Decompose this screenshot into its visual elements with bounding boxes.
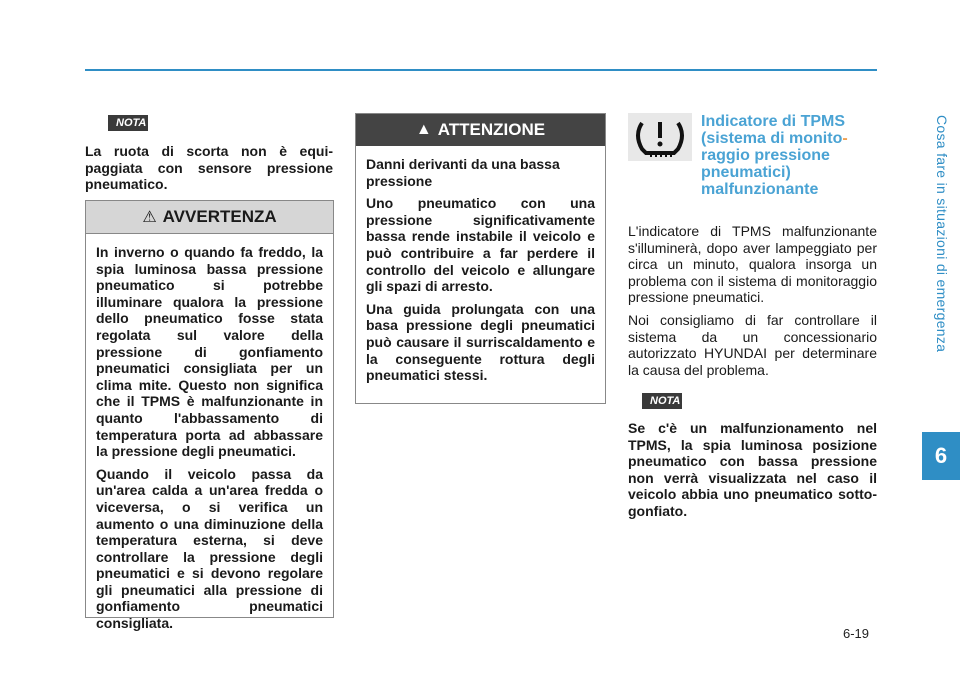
nota-badge: NOTA bbox=[108, 115, 148, 131]
caution-title: ATTENZIONE bbox=[437, 120, 546, 139]
note-text: Se c'è un malfunzionamento nel TPMS, la spia luminosa posizione pneumatico con bassa pressione non verrà visualizzata nel caso il veicolo abbia uno pneumatico sotto-gonfiato. bbox=[628, 420, 877, 519]
title-line: raggio pressione bbox=[701, 147, 830, 164]
caution-paragraph: Una guida prolungata con una basa pressione degli pneumatici può causare il surriscaldamento e la conseguente rottura degli pneumatici stessi. bbox=[366, 300, 595, 384]
warning-triangle-icon: ⚠ bbox=[142, 209, 157, 226]
header-rule bbox=[85, 69, 877, 71]
right-note bbox=[628, 420, 877, 526]
nota-badge: NOTA bbox=[642, 393, 682, 409]
title-hyphen: - bbox=[842, 130, 848, 147]
caution-paragraph: Uno pneumatico con una pressione significativamente bassa rende instabile il veicolo e può contribuire a far perdere il controllo del veicolo e allungare gli spazi di arresto. bbox=[366, 195, 595, 295]
section-title bbox=[701, 113, 848, 198]
chapter-title-text: Cosa fare in situazioni di emergenza bbox=[934, 115, 950, 353]
warning-header bbox=[86, 201, 333, 233]
body-paragraph: L'indicatore di TPMS malfunzionante s'illuminerà, dopo aver lampeggiato per circa un minuto, qualora insorga un problema con il sistema di monitoraggio pressione pneumatici. bbox=[628, 223, 877, 306]
tpms-malfunction-icon bbox=[628, 113, 692, 161]
warning-paragraph: Quando il veicolo passa da un'area calda a un'area fredda o viceversa, o si verifica un aumento o una diminuzione della temperatura esterna, si deve controllare la pressione degli pneumatici e si devono regolare gli pneumatici alla pressione di gonfiamento pneumatici consigliata. bbox=[96, 465, 323, 632]
title-line: malfunzionante bbox=[701, 181, 819, 198]
warning-paragraph: In inverno o quando fa freddo, la spia luminosa bassa pressione pneumatico si potrebbe illuminare qualora la pressione dello pneumatico fosse stata regolata sul valore della pressione di gonfiamento pneumatici consigliata per un clima mite. Questo non significa che il TPMS è malfunzionante in quanto l'abbassamento di temperatura porta ad abbassare la pressione degli pneumatici. bbox=[96, 244, 323, 460]
note-text: La ruota di scorta non è equi-paggiata con sensore pressione pneumatico. bbox=[85, 143, 333, 193]
caution-triangle-icon: ▲ bbox=[415, 121, 432, 138]
caution-box bbox=[355, 113, 606, 404]
chapter-side-title bbox=[932, 115, 952, 365]
title-line: pneumatici) bbox=[701, 164, 791, 181]
body-paragraph: Noi consigliamo di far controllare il sistema da un concessionario autorizzato HYUNDAI per determinare la causa del problema. bbox=[628, 311, 877, 378]
caution-subtitle: Danni derivanti da una bassa pressione bbox=[366, 156, 560, 189]
right-body bbox=[628, 223, 877, 384]
page-number: 6-19 bbox=[843, 626, 870, 641]
title-line: Indicatore di TPMS bbox=[701, 113, 846, 130]
caution-header bbox=[356, 114, 605, 146]
chapter-tab: 6 bbox=[922, 432, 960, 480]
title-line: (sistema di monito bbox=[701, 130, 843, 147]
warning-title: AVVERTENZA bbox=[162, 207, 277, 226]
warning-box bbox=[85, 200, 334, 632]
left-note bbox=[85, 143, 333, 199]
